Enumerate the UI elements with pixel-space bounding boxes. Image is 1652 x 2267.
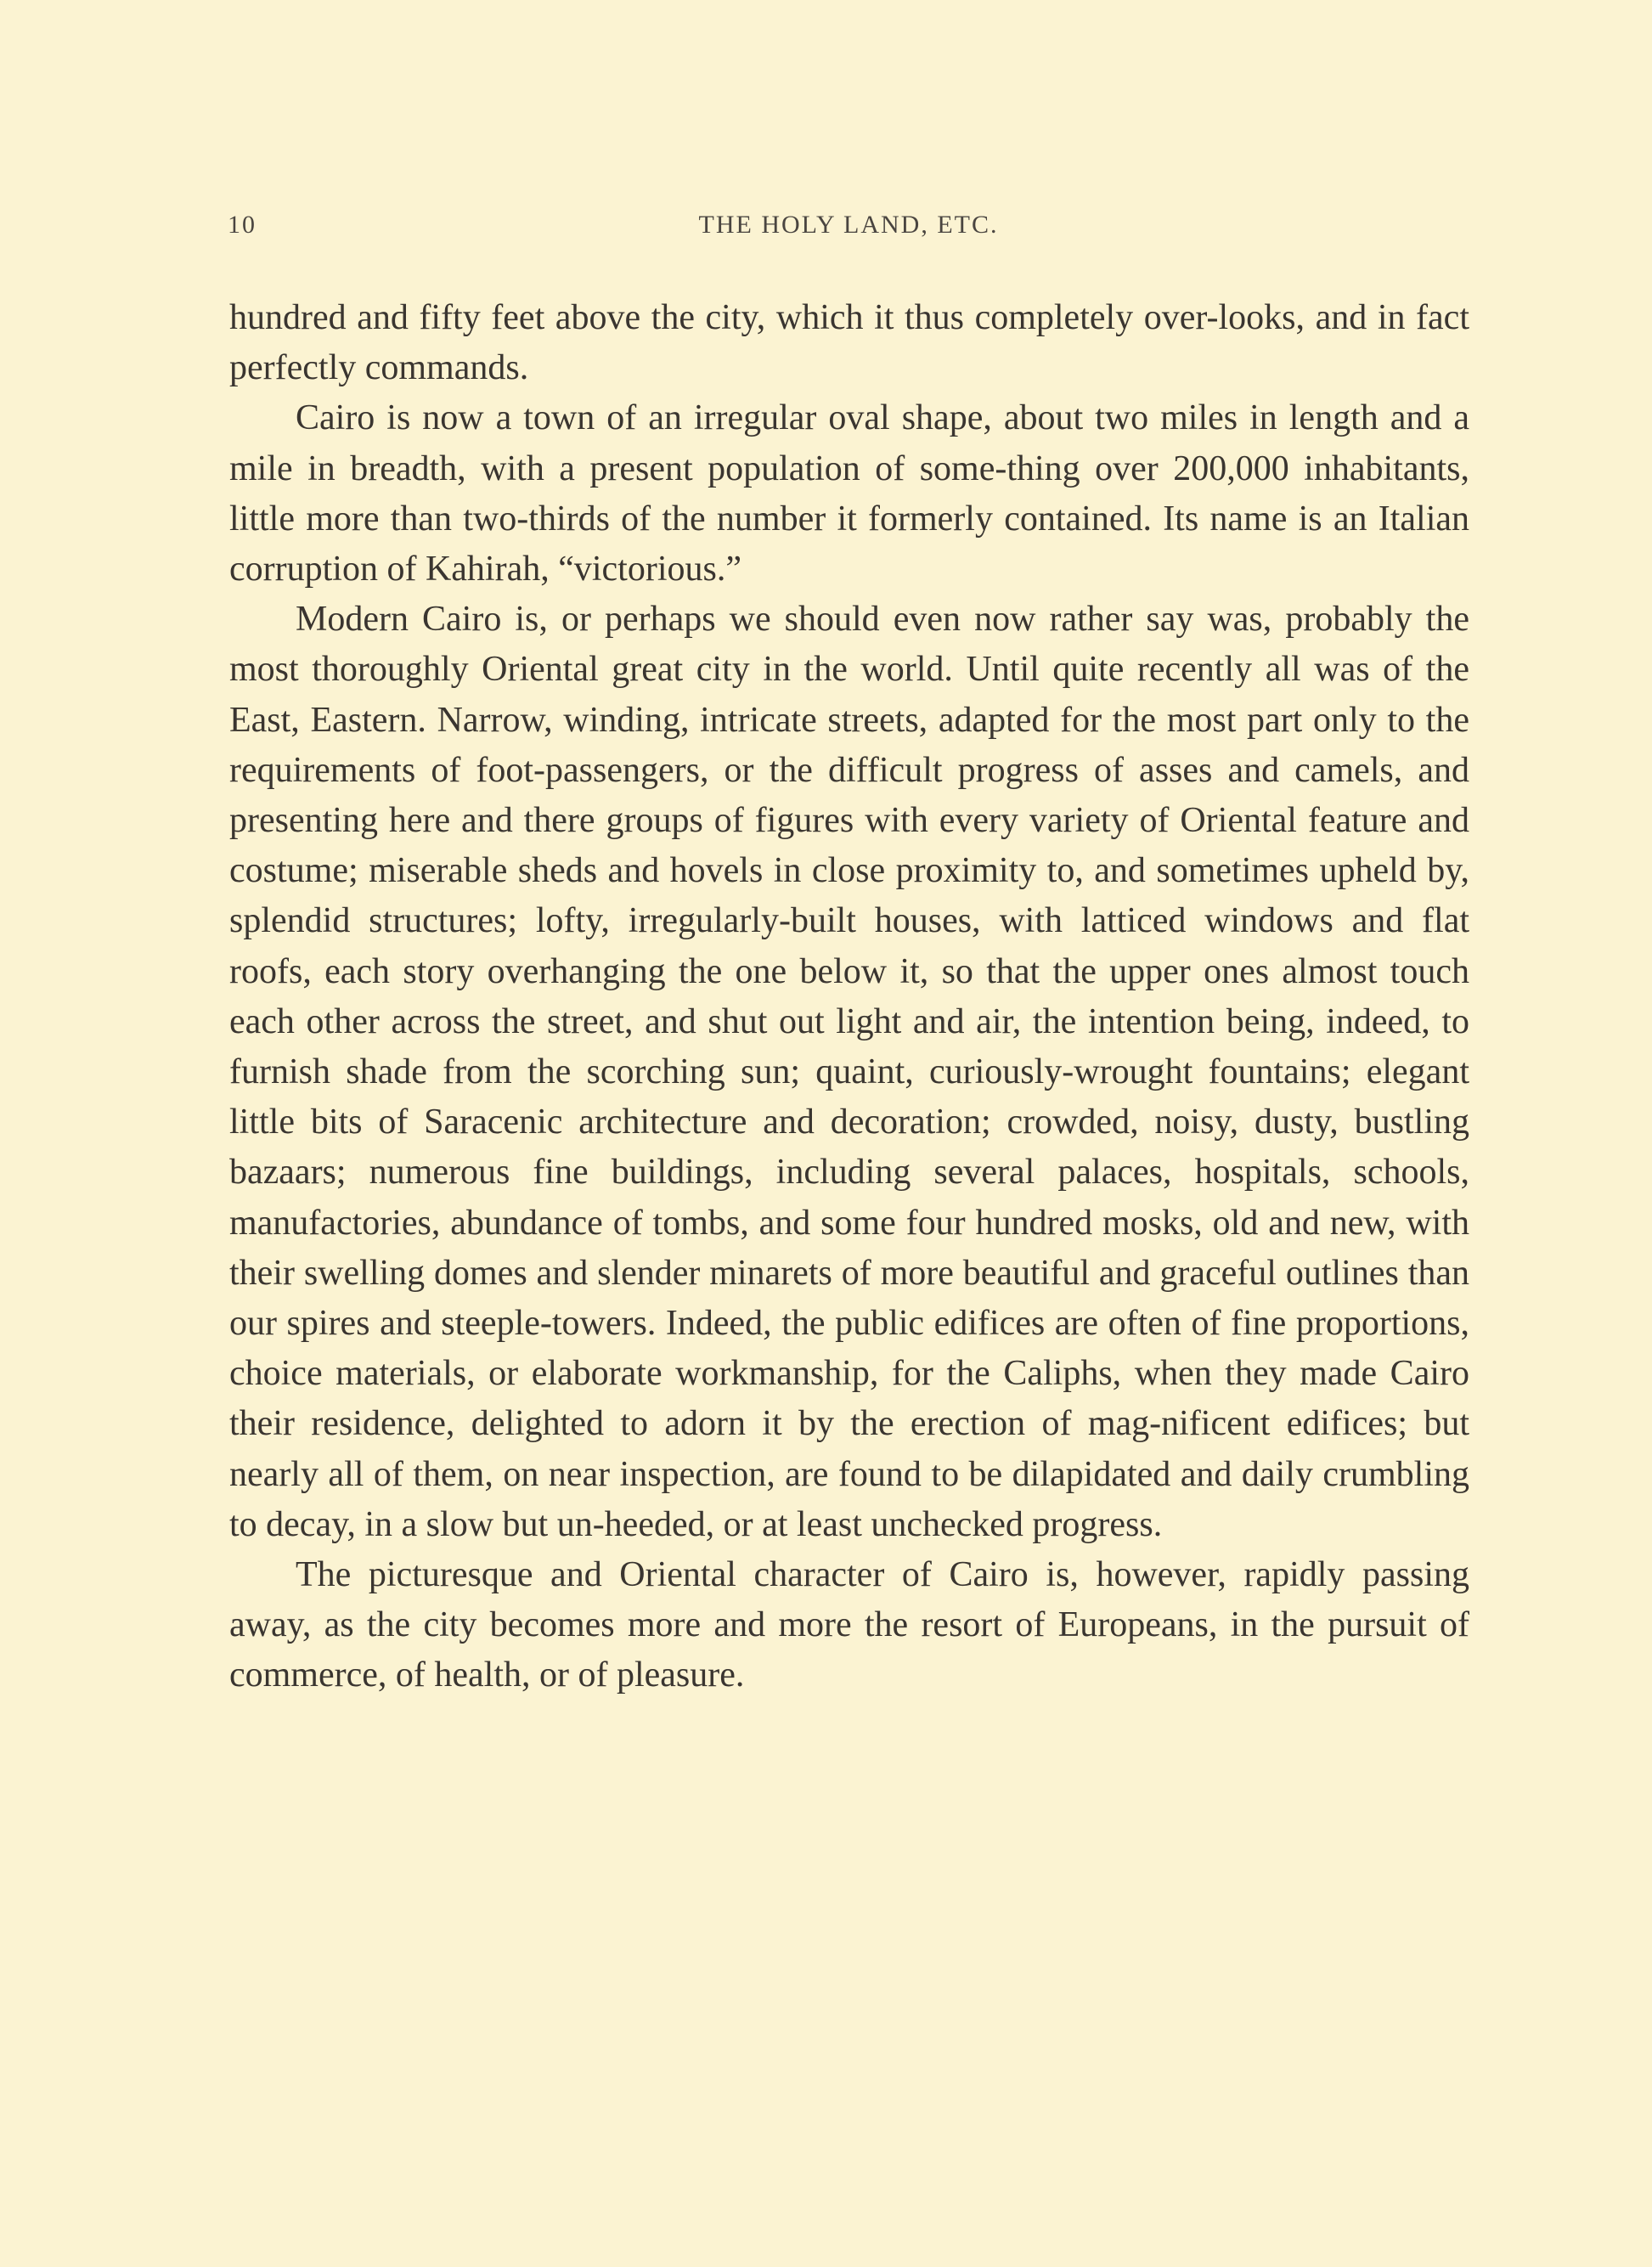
- paragraph-continuation: hundred and fifty feet above the city, which it thus completely over-looks, and in fact perfectly commands.: [229, 298, 1469, 388]
- running-head: [228, 211, 1469, 245]
- body-text: [229, 293, 1469, 1701]
- page-number: 10: [228, 211, 257, 239]
- paragraph-modern-cairo: Modern Cairo is, or perhaps we should even now rather say was, probably the most thoroughly Oriental great city in the world. Until quite recently all was of the East, Eastern. Narrow, winding, intricate streets, adapted for the most part only to the requirements of foot-passengers, or the difficult progress of asses and camels, and presenting here and there groups of figures with every variety of Oriental feature and costume; miserable sheds and hovels in close proximity to, and sometimes upheld by, splendid structures; lofty, irregularly-built houses, with latticed windows and flat roofs, each story overhanging the one below it, so that the upper ones almost touch each other across the street, and shut out light and air, the intention being, indeed, to furnish shade from the scorching sun; quaint, curiously-wrought fountains; elegant little bits of Saracenic architecture and decoration; crowded, noisy, dusty, bustling bazaars; numerous fine buildings, including several palaces, hospitals, schools, manufactories, abundance of tombs, and some four hundred mosks, old and new, with their swelling domes and slender minarets of more beautiful and graceful outlines than our spires and steeple-towers. Indeed, the public edifices are often of fine proportions, choice materials, or elaborate workmanship, for the Caliphs, when they made Cairo their residence, delighted to adorn it by the erection of mag-nificent edifices; but nearly all of them, on near inspection, are found to be dilapidated and daily crumbling to decay, in a slow but un-heeded, or at least unchecked progress.: [229, 600, 1469, 1544]
- paragraph-picturesque: The picturesque and Oriental character of Cairo is, however, rapidly passing away, as the city becomes more and more the resort of Europeans, in the pursuit of commerce, of health, or of pleasure.: [229, 1555, 1469, 1695]
- running-title: THE HOLY LAND, ETC.: [698, 211, 999, 239]
- paragraph-cairo-shape: Cairo is now a town of an irregular oval shape, about two miles in length and a mile in breadth, with a present population of some-thing over 200,000 inhabitants, little more than two-thirds of the number it formerly contained. Its name is an Italian corruption of Kahirah, “victorious.”: [229, 398, 1469, 589]
